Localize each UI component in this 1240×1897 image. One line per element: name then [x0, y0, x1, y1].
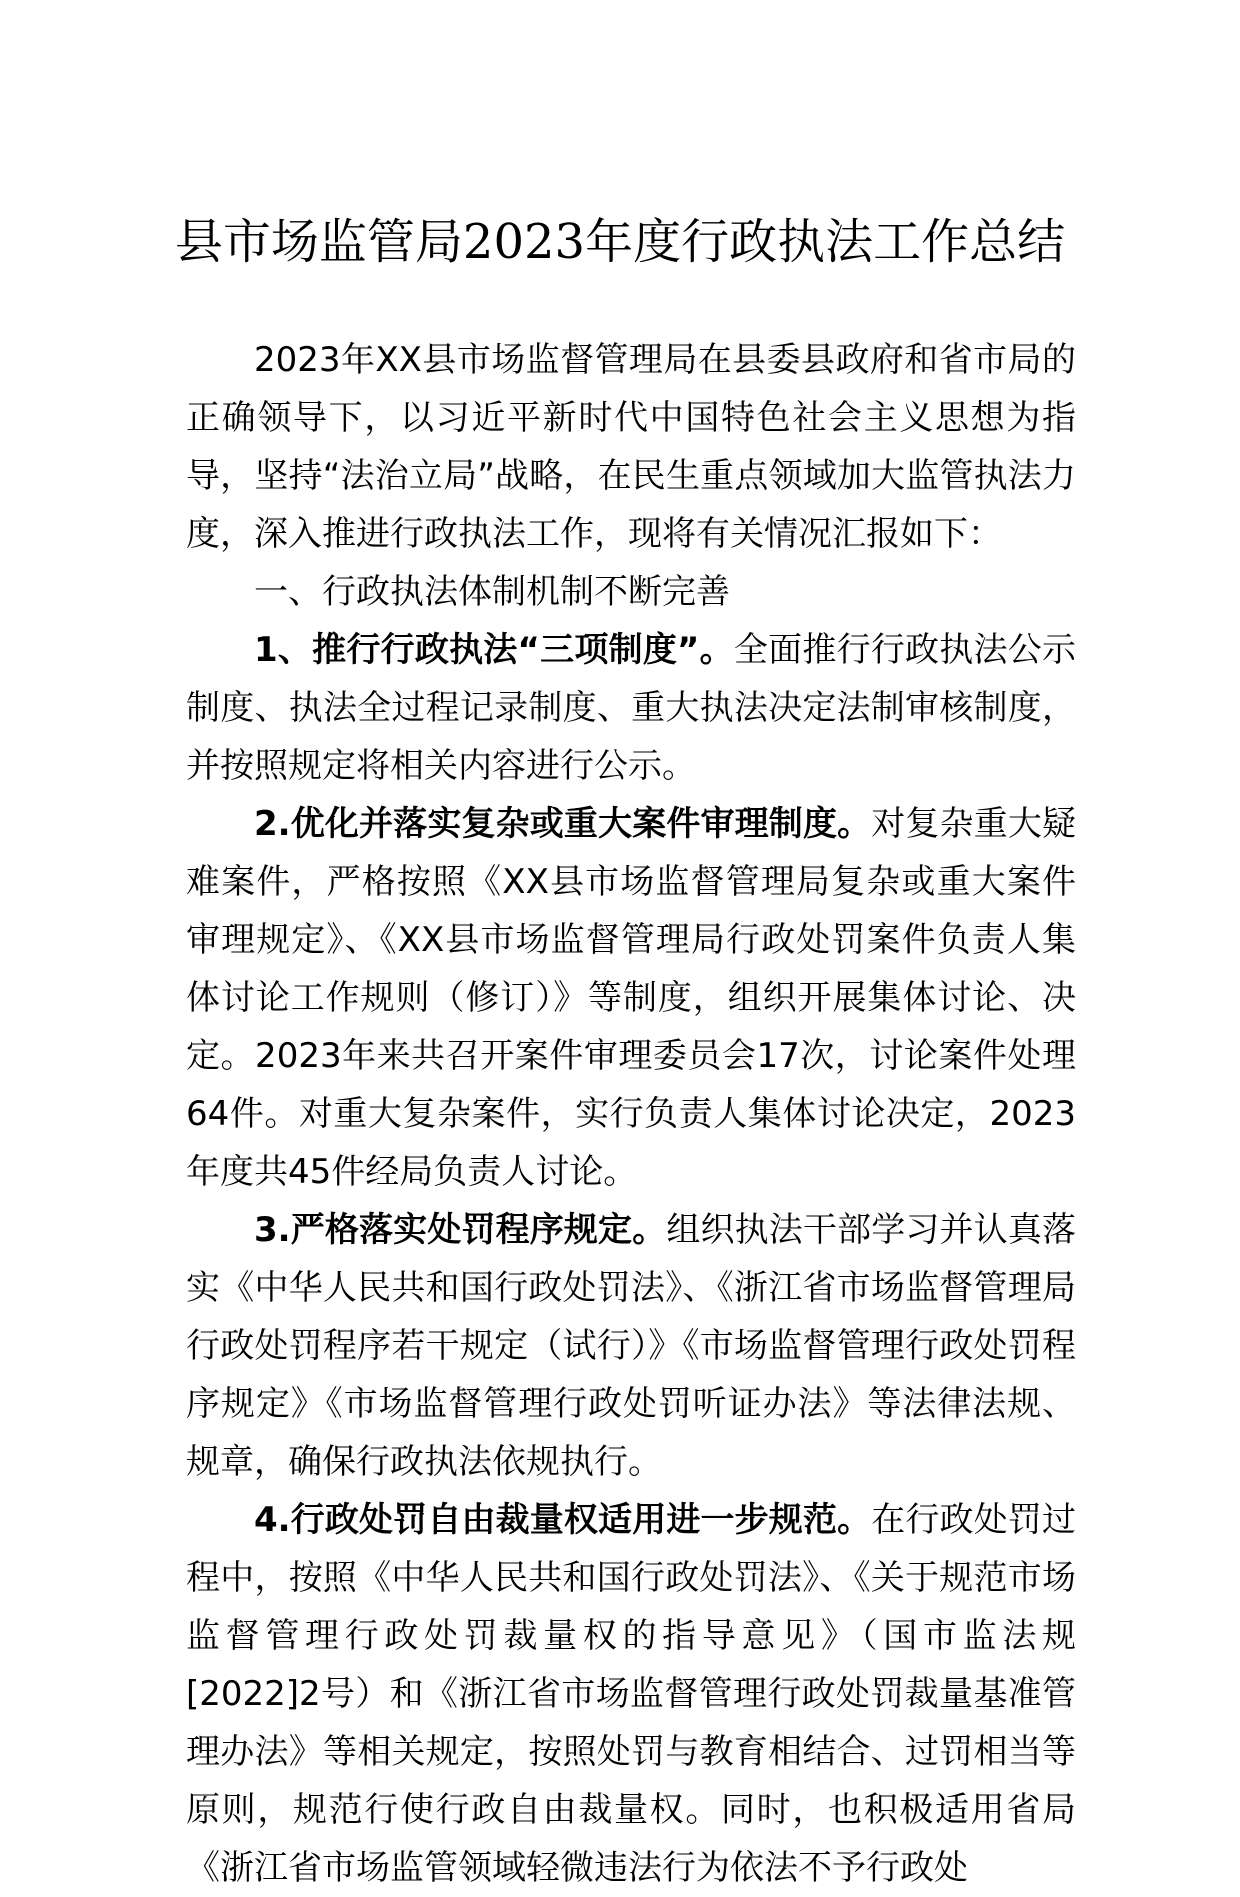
item-paragraph-3 [186, 1201, 1076, 1491]
item-text-2: 对复杂重大疑难案件，严格按照《XX县市场监督管理局复杂或重大案件审理规定》、《XX县市场监督管理局行政处罚案件负责人集体讨论工作规则（修订）》等制度，组织开展集体讨论、决定。2023年来共召开案件审理委员会17次，讨论案件处理64件。对重大复杂案件，实行负责人集体讨论决定，2023年度共45件经局负责人讨论。 [186, 804, 1076, 1192]
item-paragraph-1 [186, 621, 1076, 795]
item-heading-4: 4.行政处罚自由裁量权适用进一步规范。 [254, 1500, 872, 1540]
item-paragraph-4 [186, 1491, 1076, 1897]
item-paragraph-2 [186, 795, 1076, 1201]
intro-paragraph: 2023年XX县市场监督管理局在县委县政府和省市局的正确领导下，以习近平新时代中国特色社会主义思想为指导，坚持“法治立局”战略，在民生重点领域加大监管执法力度，深入推进行政执法工作，现将有关情况汇报如下： [186, 340, 1076, 554]
document-body [186, 331, 1076, 1897]
item-heading-3: 3.严格落实处罚程序规定。 [254, 1210, 667, 1250]
section-heading: 一、行政执法体制机制不断完善 [254, 572, 730, 612]
item-text-3: 组织执法干部学习并认真落实《中华人民共和国行政处罚法》、《浙江省市场监督管理局行政处罚程序若干规定（试行）》《市场监督管理行政处罚程序规定》《市场监督管理行政处罚听证办法》等法律法规、规章，确保行政执法依规执行。 [186, 1210, 1076, 1482]
item-text-4: 在行政处罚过程中，按照《中华人民共和国行政处罚法》、《关于规范市场监督管理行政处罚裁量权的指导意见》（国市监法规[2022]2号）和《浙江省市场监督管理行政处罚裁量基准管理办法》等相关规定，按照处罚与教育相结合、过罚相当等原则，规范行使行政自由裁量权。同时，也积极适用省局《浙江省市场监管领域轻微违法行为依法不予行政处 [186, 1500, 1076, 1888]
item-heading-2: 2.优化并落实复杂或重大案件审理制度。 [254, 804, 872, 844]
item-heading-1: 1、推行行政执法“三项制度”。 [254, 630, 734, 670]
item-text-1: 全面推行行政执法公示制度、执法全过程记录制度、重大执法决定法制审核制度，并按照规定将相关内容进行公示。 [186, 630, 1076, 786]
document-title: 县市场监管局2023年度行政执法工作总结 [174, 214, 1066, 270]
